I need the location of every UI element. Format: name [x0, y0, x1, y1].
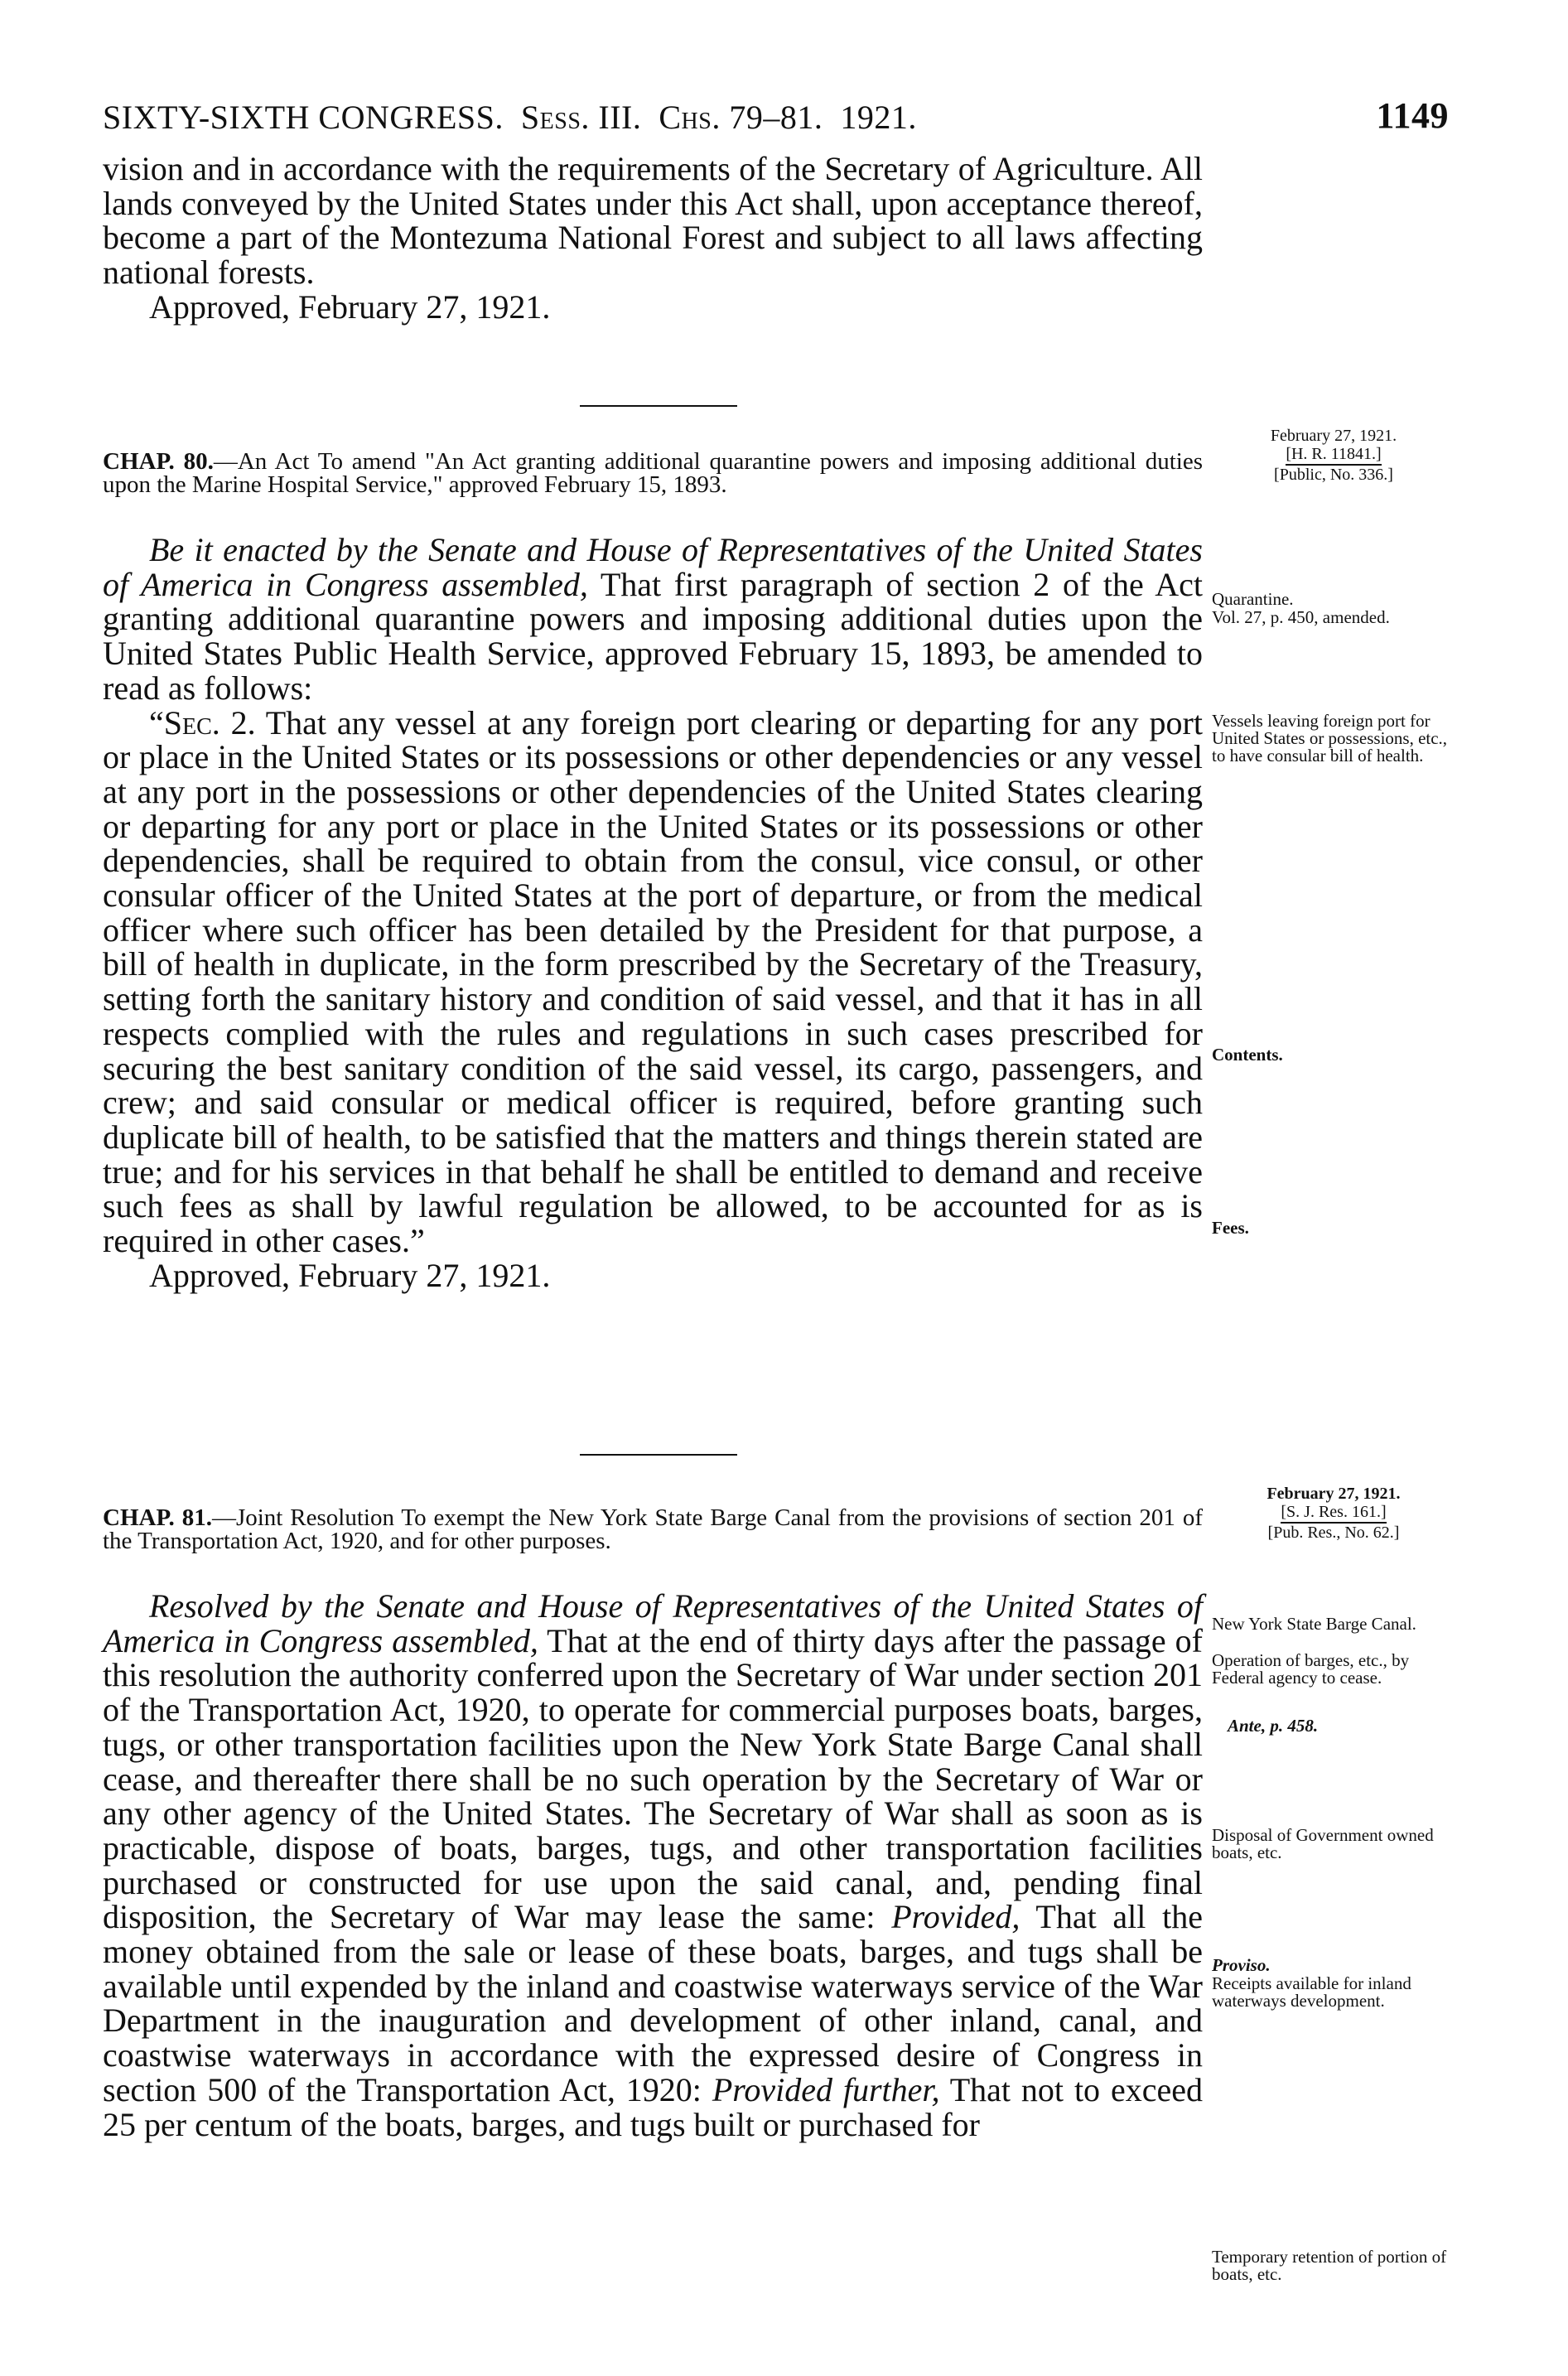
chap81-margin-proviso: Proviso.: [1212, 1955, 1271, 1975]
section-divider: [580, 1454, 737, 1456]
chap81-body-a: That at the end of thirty days after the passage of this resolution the authority conferred upon the Secretary of War under section 201 of the Transportation Act, 1920, to operate for commercial purposes boats, barges, tugs, or other transportation facilities upon the New York State Barge Canal shall cease, and thereafter there shall be no such operation by the Secretary of War or any other agency of the United States. The Secretary of War shall as soon as is practicable, dispose of boats, barges, tugs, and other transportation facilities purchased or constructed for use upon the said canal, and, pending final disposition, the Secretary of War may lease the same:: [103, 1621, 1203, 1936]
chap80-enacting-clause: [103, 533, 1203, 706]
chap81-margin-temporary: Temporary retention of portion of boats, etc.: [1212, 2247, 1447, 2284]
chap80-margin-bill: [H. R. 11841.]: [1286, 445, 1381, 466]
chap81: [103, 1506, 1203, 2142]
chap80: [103, 450, 1203, 1293]
running-head-year: 1921.: [840, 99, 917, 136]
chap79-approved: Approved, February 27, 1921.: [149, 287, 551, 326]
chap80-enact-text: That first paragraph of section 2 of the Act granting additional quarantine powers and imposing additional duties upon the United States Public Health Service, approved February 15, 1893, be amended to read as follows:: [103, 565, 1203, 707]
chap81-margin-res: [S. J. Res. 161.]: [1281, 1503, 1386, 1524]
chap80-margin-public: [Public, No. 336.]: [1274, 466, 1393, 484]
chap79-continuation: [103, 152, 1203, 325]
chap81-resolution: [103, 1589, 1203, 2142]
chap80-margin-quarantine: Quarantine.: [1212, 589, 1294, 609]
chap81-margin-date: February 27, 1921.: [1266, 1485, 1401, 1503]
chap81-margin-operation: Operation of barges, etc., by Federal agency to cease.: [1212, 1650, 1410, 1688]
chap81-resolved-italic: Resolved by the Senate and House of Representatives of the United States of America in Congress assembled,: [103, 1587, 1203, 1659]
chap80-margin-vessels: Vessels leaving foreign port for United States or possessions, etc., to have consular bill of health.: [1212, 711, 1448, 765]
chap80-margin-contents: Contents.: [1212, 1045, 1283, 1065]
chap81-heading: [103, 1506, 1203, 1553]
chap81-title: —Joint Resolution To exempt the New York State Barge Canal from the provisions of section 201 of the Transportation Act, 1920, and for other purposes.: [103, 1504, 1203, 1554]
chap80-approved: Approved, February 27, 1921.: [149, 1256, 551, 1294]
chap81-margin-pub: [Pub. Res., No. 62.]: [1267, 1524, 1400, 1542]
chap81-margin-disposal: Disposal of Government owned boats, etc.: [1212, 1825, 1434, 1862]
chap81-provided-further: Provided further,: [712, 2070, 940, 2108]
chap80-margin-bill-wrap: [1234, 446, 1433, 462]
running-head: [103, 98, 917, 137]
chap81-body-c: That not to exceed 25 per centum of the boats, barges, and tugs built or purchased for: [103, 2070, 1203, 2143]
chap80-label: CHAP. 80.: [103, 448, 214, 475]
chap80-enact-italic: Be it enacted by the Senate and House of Representatives of the United States of America in Congress assembled,: [103, 531, 1203, 603]
chap80-margin-date: February 27, 1921.: [1270, 427, 1397, 445]
running-head-session: Sess. III.: [520, 99, 642, 136]
chap80-sec-label: “Sec. 2.: [149, 703, 256, 741]
chap80-title: —An Act To amend "An Act granting additional quarantine powers and imposing additional duties upon the Marine Hospital Service," approved February 15, 1893.: [103, 448, 1204, 498]
chap81-label: CHAP. 81.: [103, 1504, 212, 1531]
chap80-heading: [103, 450, 1203, 496]
chap81-margin-receipts: Receipts available for inland waterways development.: [1212, 1973, 1411, 2011]
page-number: 1149: [1376, 95, 1449, 136]
chap81-body-b: That all the money obtained from the sale or lease of these boats, barges, and tugs shall be available until expended by the inland and coastwise waterways service of the War Department in the inauguration and development of other inland, canal, and coastwise waterways in accordance with the expressed desire of Congress in section 500 of the Transportation Act, 1920:: [103, 1898, 1203, 2108]
chap80-margin-vol: Vol. 27, p. 450, amended.: [1212, 607, 1390, 627]
chap80-margin-fees: Fees.: [1212, 1218, 1249, 1238]
chap80-sec-text: That any vessel at any foreign port clearing or departing for any port or place in the United States or its possessions or other dependencies or any vessel at any port in the possessions or other dependencies of the United States clearing or departing for any port or place in the United States or its possessions or other dependencies, shall be required to obtain from the consul, vice consul, or other consular officer of the United States at the port of departure, or from the medical officer where such officer has been detailed by the President for that purpose, a bill of health in duplicate, in the form prescribed by the Secretary of the Treasury, setting forth the sanitary history and condition of said vessel, and that it has in all respects complied with the rules and regulations in such cases prescribed for securing the best sanitary condition of the said vessel, its cargo, passengers, and crew; and said consular or medical officer is required, before granting such duplicate bill of health, to be satisfied that the matters and things therein stated are true; and for his services in that behalf he shall be entitled to demand and receive such fees as shall by lawful regulation be allowed, to be accounted for as is required in other cases.”: [103, 703, 1203, 1260]
chap81-margin-res-wrap: [1234, 1504, 1433, 1520]
chap80-section-2: [103, 703, 1203, 1260]
chap81-margin-nystate: New York State Barge Canal.: [1212, 1614, 1416, 1634]
running-head-congress: SIXTY-SIXTH CONGRESS.: [103, 99, 504, 136]
chap79-body: vision and in accordance with the requirements of the Secretary of Agriculture. All lands conveyed by the United States under this Act shall, upon acceptance thereof, become a part of the Montezuma National Forest and subject to all laws affecting national forests.: [103, 150, 1203, 292]
running-head-chapters: Chs. 79–81.: [659, 99, 823, 136]
chap81-margin-ante: Ante, p. 458.: [1228, 1716, 1319, 1736]
chap81-provided: Provided,: [891, 1898, 1020, 1936]
section-divider: [580, 405, 737, 407]
